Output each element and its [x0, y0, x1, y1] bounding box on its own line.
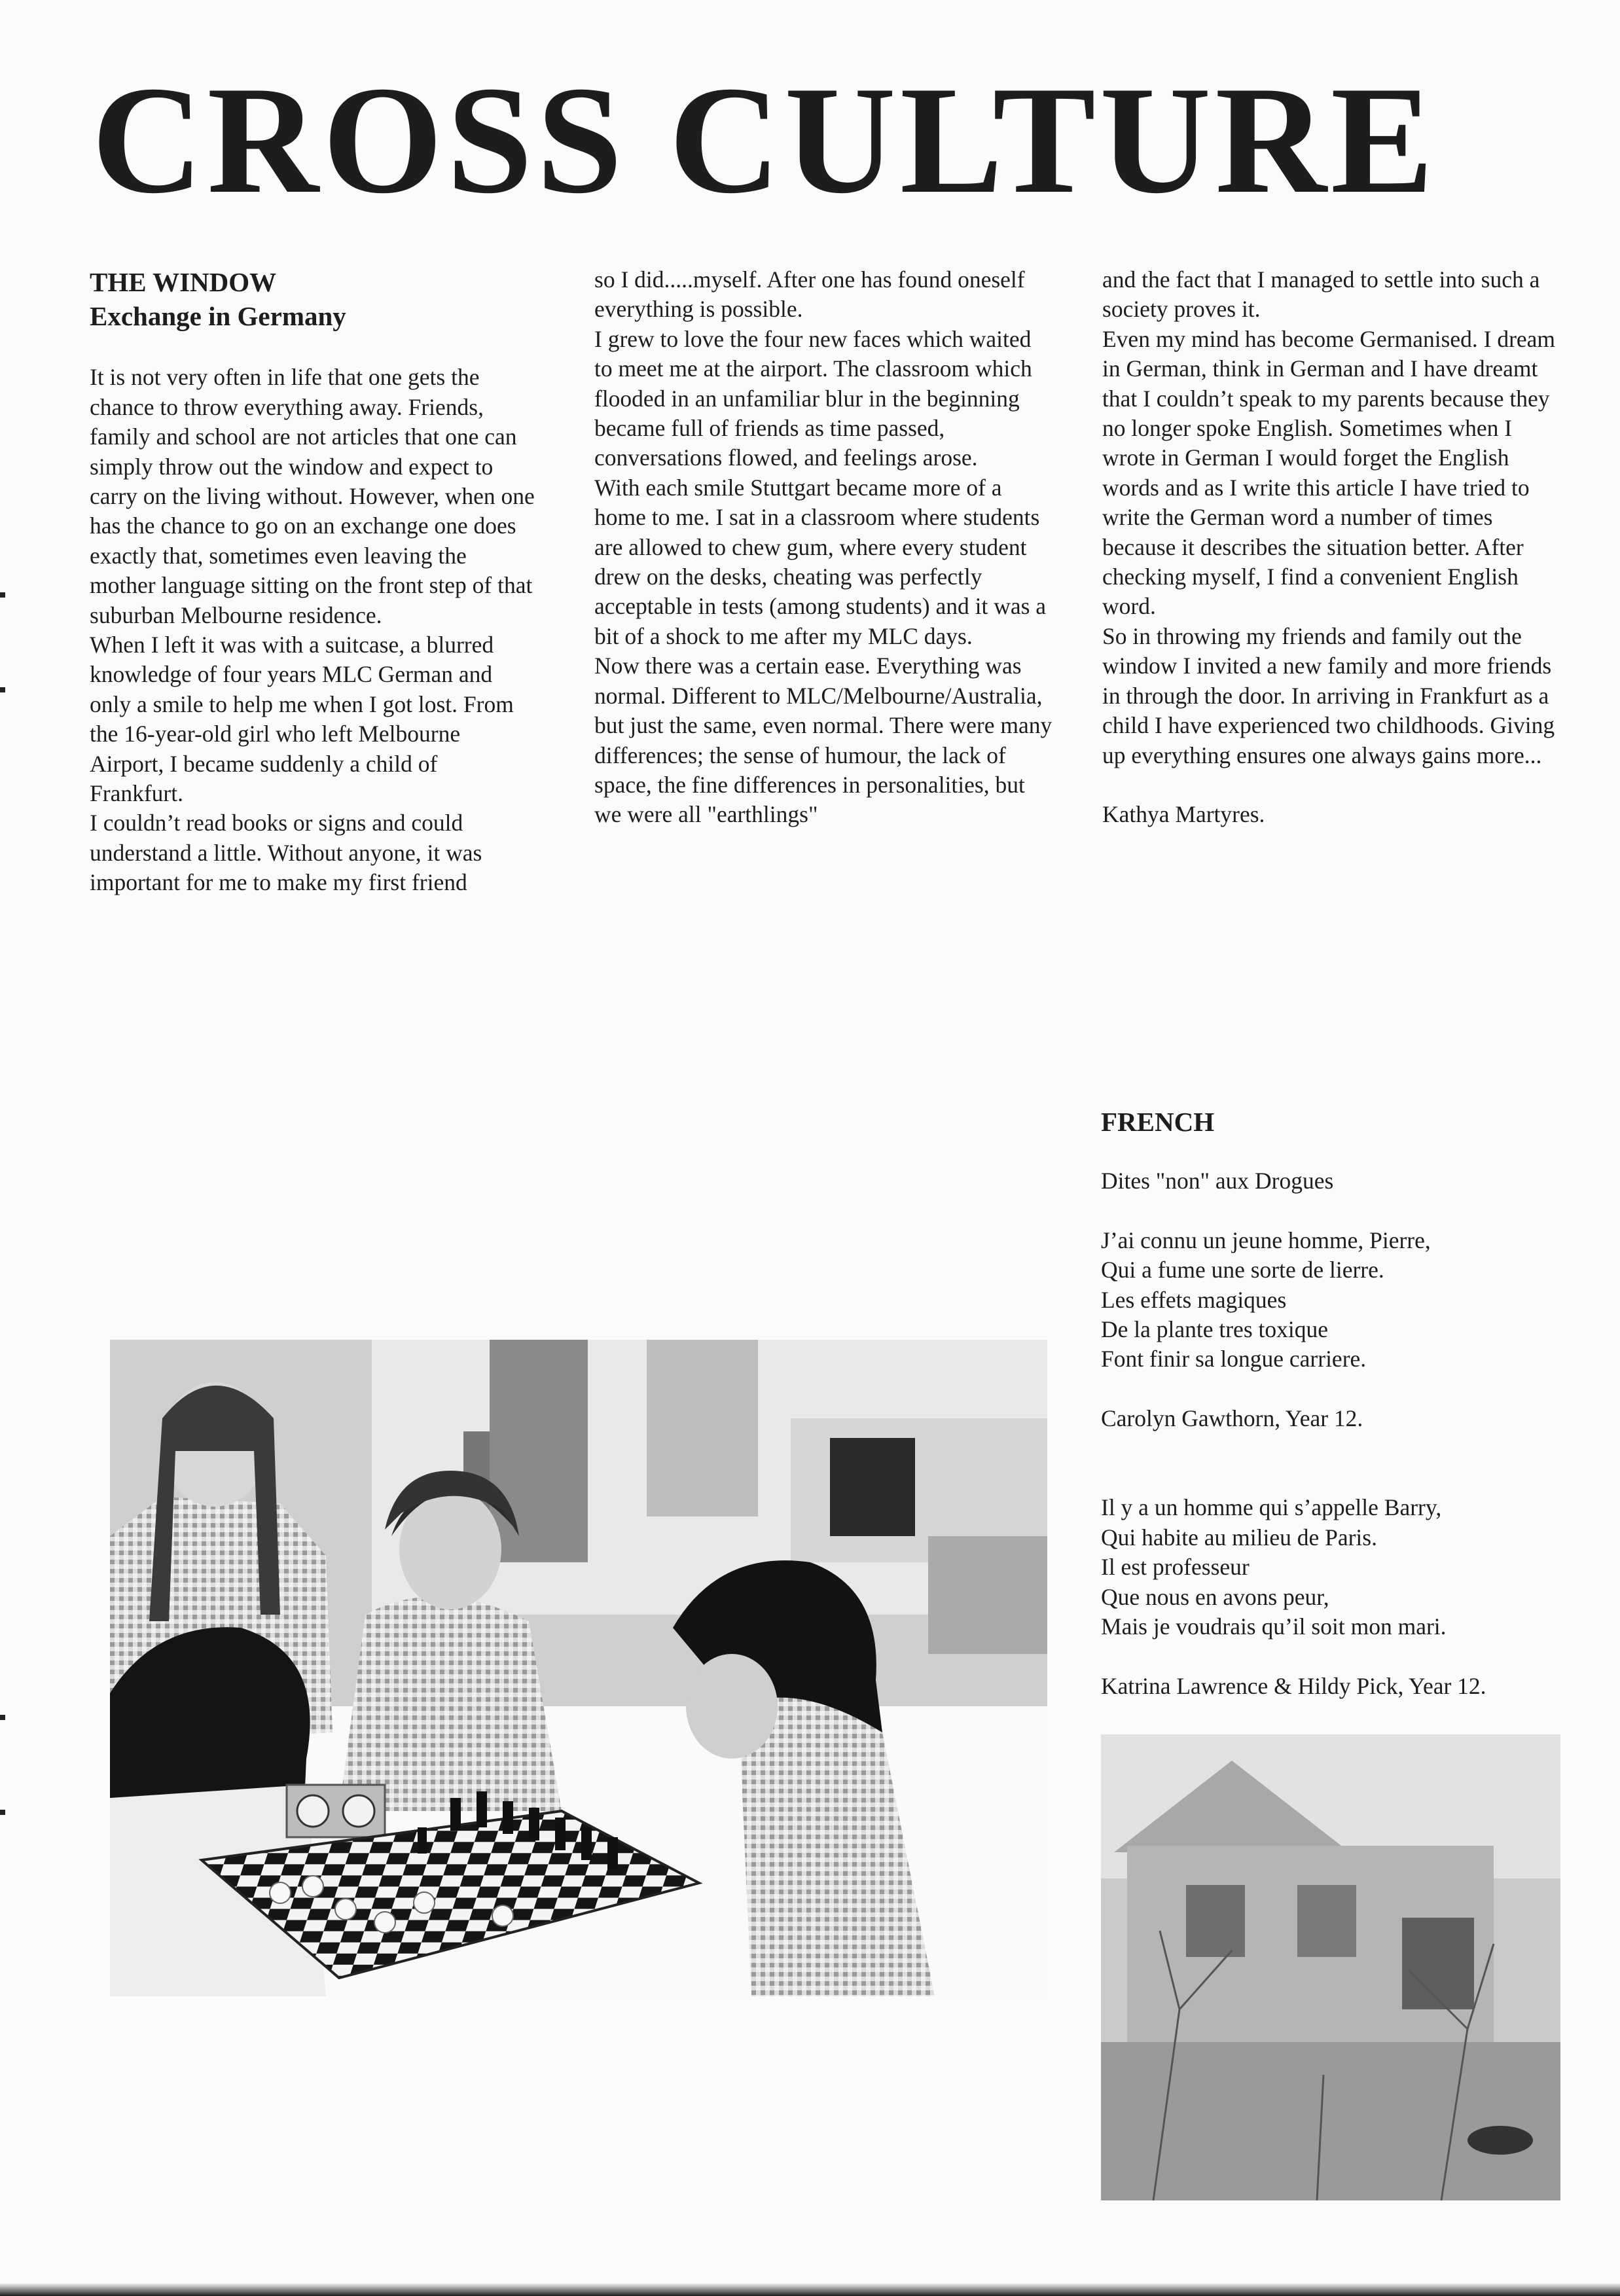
poem-line: Qui a fume une sorte de lierre. [1101, 1257, 1384, 1283]
article-paragraph: I couldn’t read books or signs and could understand a little. Without anyone, it was important for me to make my first friend [90, 810, 482, 896]
margin-mark [0, 1715, 5, 1720]
margin-mark [0, 592, 5, 598]
article-heading: THE WINDOW [90, 267, 277, 297]
article-paragraph: When I left it was with a suitcase, a blurred knowledge of four years MLC German and only a smile to help me when I got lost. From the 16-year-old girl who left Melbourne Airport, I became suddenly a child of Frankfurt. [90, 632, 514, 807]
page-edge [0, 2283, 1620, 2296]
article-paragraph: With each smile Stuttgart became more of a home to me. I sat in a classroom where students are allowed to chew gum, where every student drew on the desks, cheating was perfectly acceptable in tests (among students) and it was a bit of a shock to me after my MLC days. [594, 474, 1047, 649]
poem-line: Mais je voudrais qu’il soit mon mari. [1101, 1613, 1447, 1640]
article-paragraph: Even my mind has become Germanised. I dream in German, think in German and I have dreamt that I couldn’t speak to my parents because they no longer spoke English. Sometimes when I wrote in German I would forget the English words and as I write this article I have tried to write the German word a number of times because it describes the situation better. After checking myself, I find a convenient English word. [1102, 325, 1556, 620]
article-paragraph: I grew to love the four new faces which waited to meet me at the airport. The classroom which flooded in an unfamiliar blur in the beginning became full of friends as time passed, conversations flowed, and feelings arose. [594, 325, 1032, 471]
article-author: Kathya Martyres. [1102, 801, 1265, 828]
poem-line: Qui habite au milieu de Paris. [1101, 1524, 1377, 1551]
article-column-2 [594, 265, 1053, 830]
poem-line: Il y a un homme qui s’appelle Barry, [1101, 1494, 1442, 1521]
article-paragraph: and the fact that I managed to settle into such a society proves it. [1102, 266, 1540, 323]
article-paragraph: so I did.....myself. After one has found oneself everything is possible. [594, 266, 1025, 323]
poem-author: Katrina Lawrence & Hildy Pick, Year 12. [1101, 1672, 1486, 1699]
article-paragraph: So in throwing my friends and family out the window I invited a new family and more friends in through the door. In arriving in Frankfurt as a child I have experienced two childhoods. Giving up everything ensures one always gains more... [1102, 622, 1555, 768]
poem-line: De la plante tres toxique [1101, 1316, 1328, 1343]
page-title: CROSS CULTURE [92, 55, 1438, 226]
poem-author: Carolyn Gawthorn, Year 12. [1101, 1405, 1363, 1432]
poem-line: Les effets magiques [1101, 1286, 1287, 1313]
margin-mark [0, 1810, 5, 1815]
margin-mark [0, 687, 5, 692]
article-paragraph: Now there was a certain ease. Everything was normal. Different to MLC/Melbourne/Australia, but just the same, even normal. There were many differences; the sense of humour, the lack of space, the fine differences in personalities, but we were all "earthlings" [594, 653, 1053, 828]
article-column-1 [90, 265, 535, 898]
chess-photo [110, 1340, 1047, 1996]
article-paragraph: It is not very often in life that one gets the chance to throw everything away. Friends, family and school are not articles that one can simply throw out the window and expect to carry on the living without. However, when one has the chance to go on an exchange one does exactly that, sometimes even leaving the mother language sitting on the front step of that suburban Melbourne residence. [90, 364, 535, 628]
chess-photo-image [110, 1340, 1047, 1996]
poem-line: Font finir sa longue carriere. [1101, 1346, 1367, 1372]
poem-line: Il est professeur [1101, 1554, 1250, 1581]
poem-title: Dites "non" aux Drogues [1101, 1168, 1334, 1194]
house-photo-image [1101, 1734, 1560, 2200]
house-photo [1101, 1734, 1560, 2200]
french-section [1101, 1105, 1559, 1701]
article-column-3 [1102, 265, 1560, 830]
poem-line: J’ai connu un jeune homme, Pierre, [1101, 1227, 1431, 1253]
article-subheading: Exchange in Germany [90, 301, 346, 331]
french-heading: FRENCH [1101, 1107, 1215, 1137]
poem-line: Que nous en avons peur, [1101, 1583, 1329, 1610]
